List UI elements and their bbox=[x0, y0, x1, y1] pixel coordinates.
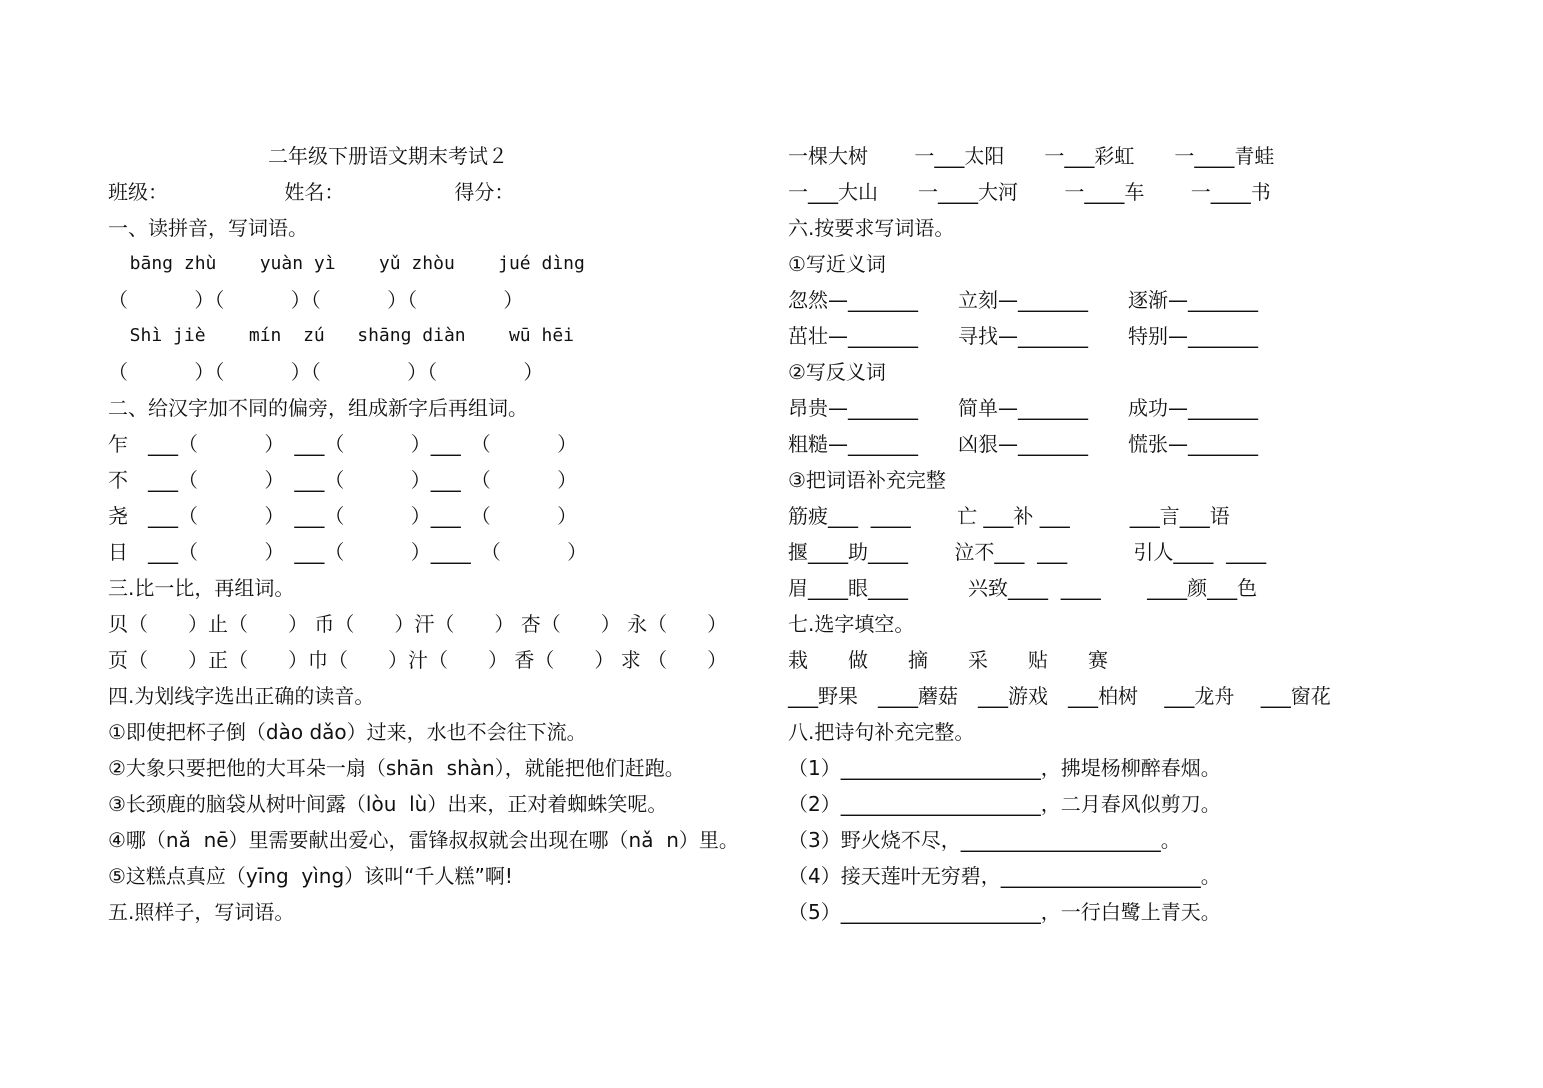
section-4-heading: 四.为划线字选出正确的读音。 bbox=[108, 684, 375, 708]
answer-row-2: （ ）（ ）（ ）（ ） bbox=[108, 360, 544, 384]
poem-line-5: （5）____________________，一行白鹭上青天。 bbox=[788, 900, 1221, 924]
exam-title: 二年级下册语文期末考试２ bbox=[108, 144, 508, 168]
measure-word-row-1: 一棵大树 一___太阳 一___彩虹 一____青蛙 bbox=[788, 144, 1275, 168]
idiom-subheading: ③把词语补充完整 bbox=[788, 468, 946, 492]
reading-item-1: ①即使把杯子倒（dào dǎo）过来，水也不会往下流。 bbox=[108, 720, 587, 744]
right-column bbox=[788, 138, 1508, 930]
word-choice-blanks: ___野果 ____蘑菇 ___游戏 ___柏树 ___龙舟 ___窗花 bbox=[788, 684, 1331, 708]
poem-line-4: （4）接天莲叶无穷碧，____________________。 bbox=[788, 864, 1221, 888]
section-5-heading: 五.照样子，写词语。 bbox=[108, 900, 295, 924]
left-column bbox=[108, 138, 768, 930]
antonym-row-1: 昂贵—_______ 简单—_______ 成功—_______ bbox=[788, 396, 1258, 420]
idiom-row-2: 揠____助____ 泣不___ ___ 引人____ ____ bbox=[788, 540, 1267, 564]
radical-row-1: 乍 ___（ ） ___（ ）___ （ ） bbox=[108, 432, 578, 456]
reading-item-5: ⑤这糕点真应（yīng yìng）该叫“千人糕”啊! bbox=[108, 864, 513, 888]
poem-line-2: （2）____________________，二月春风似剪刀。 bbox=[788, 792, 1221, 816]
compare-row-1: 贝（ ）止（ ） 币（ ）汗（ ） 杏（ ） 永（ ） bbox=[108, 612, 728, 636]
reading-item-4: ④哪（nǎ nē）里需要献出爱心，雷锋叔叔就会出现在哪（nǎ n）里。 bbox=[108, 828, 739, 852]
synonym-row-1: 忽然—_______ 立刻—_______ 逐渐—_______ bbox=[788, 288, 1258, 312]
pinyin-row-1: bāng zhù yuàn yì yǔ zhòu jué dìng bbox=[108, 253, 585, 274]
poem-line-3: （3）野火烧不尽，____________________。 bbox=[788, 828, 1181, 852]
radical-row-3: 尧 ___（ ） ___（ ）___ （ ） bbox=[108, 504, 578, 528]
radical-row-2: 不 ___（ ） ___（ ）___ （ ） bbox=[108, 468, 578, 492]
section-6-heading: 六.按要求写词语。 bbox=[788, 216, 955, 240]
answer-row-1: （ ）（ ）（ ）（ ） bbox=[108, 288, 524, 312]
section-1-heading: 一、读拼音，写词语。 bbox=[108, 216, 308, 240]
student-info-line: 班级： 姓名： 得分： bbox=[108, 180, 515, 204]
idiom-row-3: 眉____眼____ 兴致____ ____ ____颜___色 bbox=[788, 576, 1258, 600]
antonym-row-2: 粗糙—_______ 凶狠—_______ 慌张—_______ bbox=[788, 432, 1258, 456]
word-choice-options: 栽 做 摘 采 贴 赛 bbox=[788, 648, 1108, 672]
compare-row-2: 页（ ）正（ ）巾（ ）汁（ ） 香（ ） 求 （ ） bbox=[108, 648, 728, 672]
section-7-heading: 七.选字填空。 bbox=[788, 612, 915, 636]
reading-item-2: ②大象只要把他的大耳朵一扇（shān shàn），就能把他们赶跑。 bbox=[108, 756, 685, 780]
pinyin-row-2: Shì jiè mín zú shāng diàn wū hēi bbox=[108, 325, 574, 346]
synonym-row-2: 茁壮—_______ 寻找—_______ 特别—_______ bbox=[788, 324, 1258, 348]
section-2-heading: 二、给汉字加不同的偏旁，组成新字后再组词。 bbox=[108, 396, 528, 420]
section-3-heading: 三.比一比，再组词。 bbox=[108, 576, 295, 600]
reading-item-3: ③长颈鹿的脑袋从树叶间露（lòu lù）出来，正对着蜘蛛笑呢。 bbox=[108, 792, 668, 816]
measure-word-row-2: 一___大山 一____大河 一____车 一____书 bbox=[788, 180, 1271, 204]
synonym-subheading: ①写近义词 bbox=[788, 252, 886, 276]
section-8-heading: 八.把诗句补充完整。 bbox=[788, 720, 975, 744]
idiom-row-1: 筋疲___ ____ 亡 ___补 ___ ___言___语 bbox=[788, 504, 1230, 528]
radical-row-4: 日 ___（ ） ___（ ）____ （ ） bbox=[108, 540, 588, 564]
antonym-subheading: ②写反义词 bbox=[788, 360, 886, 384]
poem-line-1: （1）____________________，拂堤杨柳醉春烟。 bbox=[788, 756, 1221, 780]
